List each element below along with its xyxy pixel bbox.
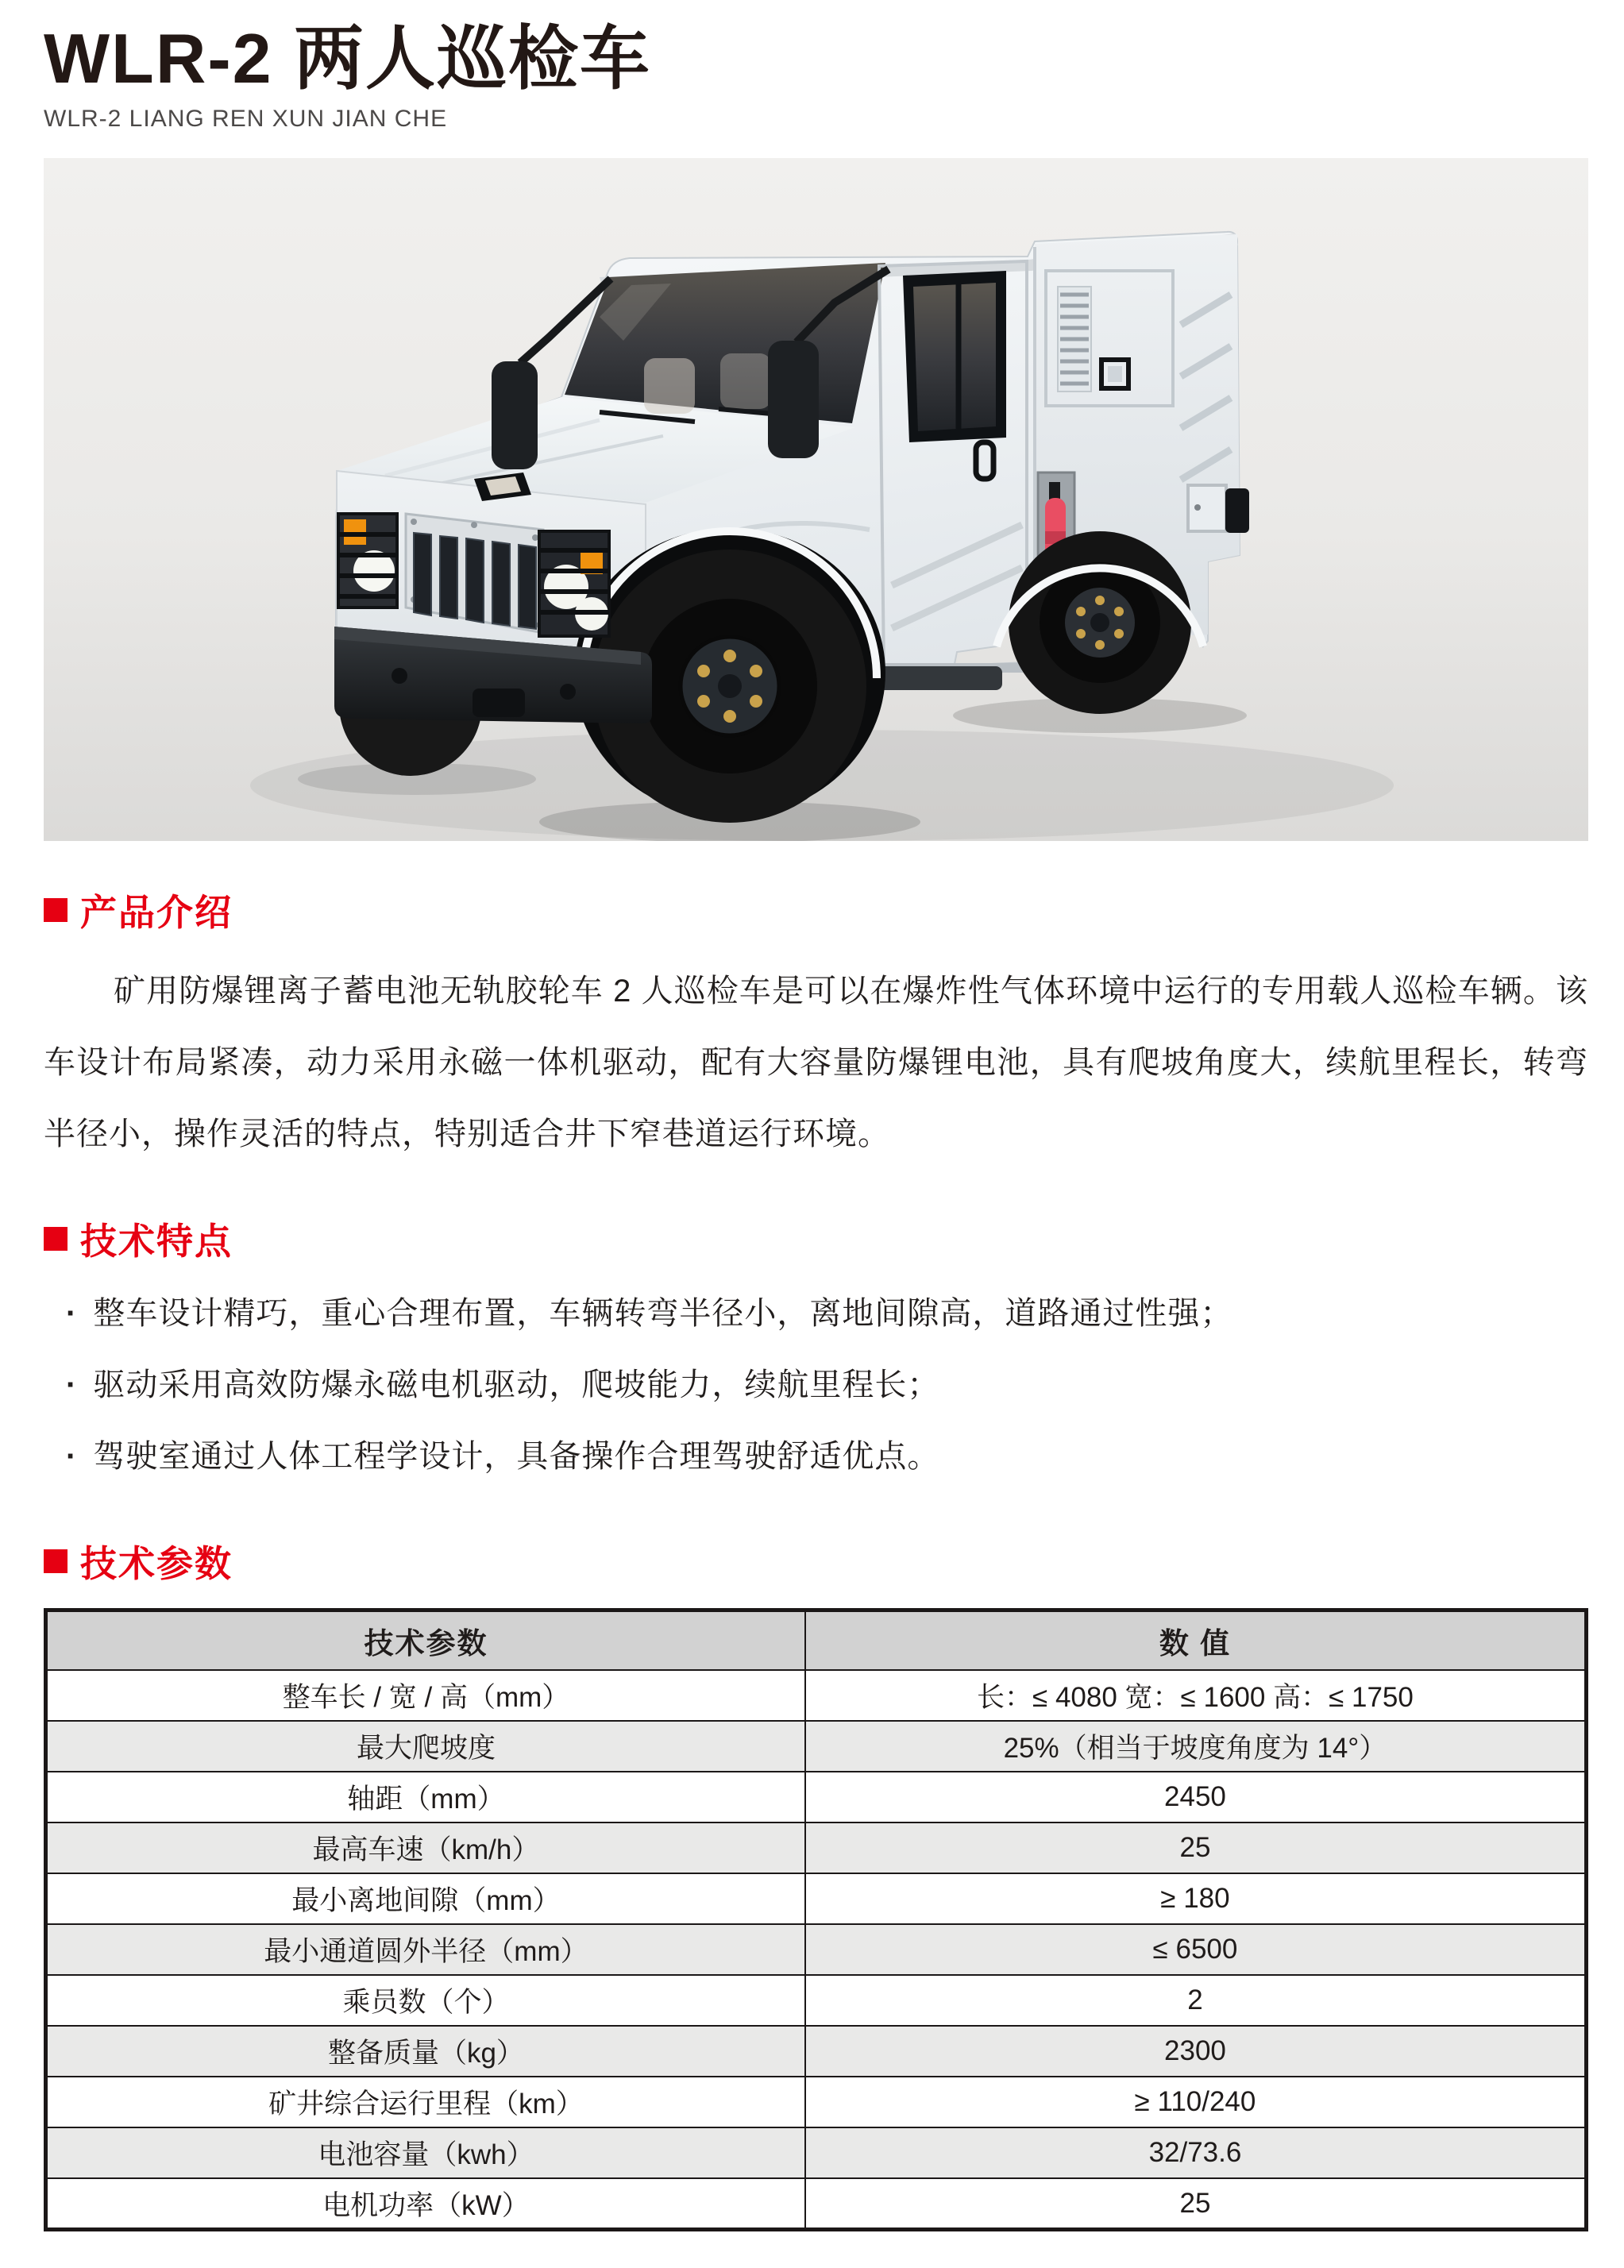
value-cell: 2300 (805, 2026, 1587, 2077)
table-row (46, 2077, 1587, 2127)
bullet-dot-icon: · (66, 1295, 78, 1331)
product-image (44, 158, 1588, 841)
table-row (46, 1772, 1587, 1822)
param-cell: 最大爬坡度 (46, 1721, 805, 1772)
value-cell: ≤ 6500 (805, 1924, 1587, 1975)
param-cell: 最高车速（km/h） (46, 1822, 805, 1873)
specs-heading-text: 技术参数 (80, 1542, 233, 1584)
underbody-shadow (871, 666, 1002, 690)
box-hatch (1101, 360, 1128, 388)
left-headlight (338, 514, 397, 608)
value-cell: 25 (805, 2178, 1587, 2229)
param-cell: 电池容量（kwh） (46, 2127, 805, 2178)
section-intro (44, 884, 1588, 1170)
value-cell: 2 (805, 1975, 1587, 2026)
page-title: WLR-2 两人巡检车 (44, 19, 652, 98)
page-subtitle: WLR-2 LIANG REN XUN JIAN CHE (44, 105, 448, 132)
value-cell: 25%（相当于坡度角度为 14°） (805, 1721, 1587, 1772)
value-cell: ≥ 180 (805, 1873, 1587, 1924)
rear-bumperette (1225, 488, 1249, 533)
truck-illustration (44, 158, 1588, 841)
spec-table-head (46, 1610, 1587, 1670)
table-row (46, 1975, 1587, 2026)
table-row (46, 2127, 1587, 2178)
value-column-header: 数 值 (805, 1610, 1587, 1670)
feature-item (44, 1278, 1588, 1349)
windshield (561, 259, 890, 427)
param-cell: 最小离地间隙（mm） (46, 1873, 805, 1924)
spec-table-body (46, 1670, 1587, 2229)
param-column-header: 技术参数 (46, 1610, 805, 1670)
table-row (46, 1822, 1587, 1873)
table-row (46, 2026, 1587, 2077)
features-heading-text: 技术特点 (80, 1220, 233, 1262)
param-cell: 整备质量（kg） (46, 2026, 805, 2077)
front-grille (406, 514, 543, 633)
table-row (46, 1670, 1587, 1721)
spec-table (44, 1608, 1588, 2231)
value-cell: 25 (805, 1822, 1587, 1873)
intro-heading (44, 884, 1588, 936)
feature-text: 驾驶室通过人体工程学设计，具备操作合理驾驶舒适优点。 (93, 1438, 940, 1474)
value-cell: ≥ 110/240 (805, 2077, 1587, 2127)
table-row (46, 1873, 1587, 1924)
table-row (46, 1924, 1587, 1975)
table-row (46, 1721, 1587, 1772)
red-square-icon (44, 898, 68, 922)
section-specs (44, 1535, 1588, 2231)
param-cell: 矿井综合运行里程（km） (46, 2077, 805, 2127)
red-square-icon (44, 1227, 68, 1251)
section-features (44, 1213, 1588, 1492)
intro-paragraph: 矿用防爆锂离子蓄电池无轨胶轮车 2 人巡检车是可以在爆炸性气体环境中运行的专用载人巡检车辆。该车设计布局紧凑，动力采用永磁一体机驱动，配有大容量防爆锂电池，具有爬坡角度大，续航里程长，转弯半径小，操作灵活的特点，特别适合井下窄巷道运行环境。 (44, 973, 1588, 1151)
bullet-dot-icon: · (66, 1438, 78, 1474)
value-cell: 长：≤ 4080 宽：≤ 1600 高：≤ 1750 (805, 1670, 1587, 1721)
value-cell: 2450 (805, 1772, 1587, 1822)
feature-text: 驱动采用高效防爆永磁电机驱动，爬坡能力，续航里程长； (93, 1367, 940, 1402)
feature-list (44, 1278, 1588, 1492)
louver-vent (1058, 287, 1091, 392)
param-cell: 乘员数（个） (46, 1975, 805, 2026)
page-header (44, 21, 1588, 133)
red-square-icon (44, 1549, 68, 1573)
value-cell: 32/73.6 (805, 2127, 1587, 2178)
param-cell: 整车长 / 宽 / 高（mm） (46, 1670, 805, 1721)
feature-text: 整车设计精巧，重心合理布置，车辆转弯半径小，离地间隙高，道路通过性强； (93, 1295, 1233, 1331)
features-heading (44, 1213, 1588, 1265)
rear-access-door (1188, 485, 1226, 531)
param-cell: 轴距（mm） (46, 1772, 805, 1822)
feature-item (44, 1421, 1588, 1492)
feature-item (44, 1349, 1588, 1421)
table-row (46, 2178, 1587, 2229)
specs-heading (44, 1535, 1588, 1587)
intro-heading-text: 产品介绍 (80, 891, 233, 933)
param-cell: 最小通道圆外半径（mm） (46, 1924, 805, 1975)
param-cell: 电机功率（kW） (46, 2178, 805, 2229)
right-headlight (539, 531, 609, 636)
header-row (46, 1610, 1587, 1670)
bullet-dot-icon: · (66, 1367, 78, 1402)
